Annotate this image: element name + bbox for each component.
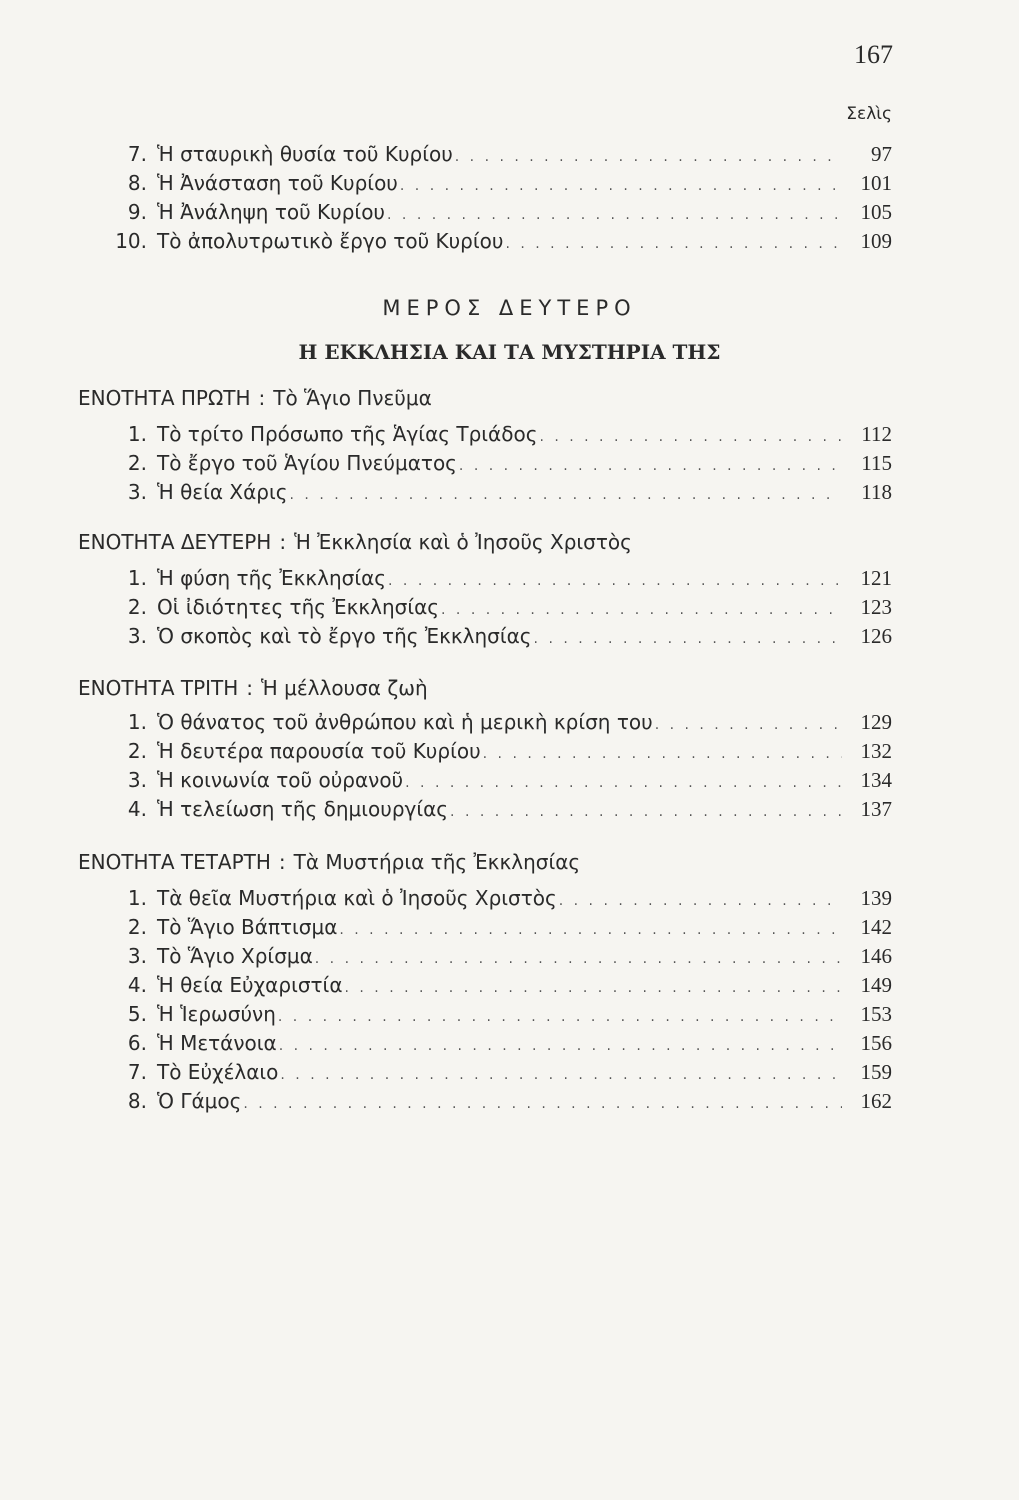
dot-leader: [345, 974, 843, 1003]
toc-entry[interactable]: [110, 737, 892, 766]
page-column-header: Σελὶς: [846, 104, 892, 124]
dot-leader: [655, 711, 842, 740]
entry-number: 8.: [127, 1089, 147, 1113]
entry-title: Ὁ θάνατος τοῦ ἀνθρώπου καὶ ἡ μερικὴ κρίση του: [157, 710, 653, 734]
entry-title: Τὸ ἔργο τοῦ Ἁγίου Πνεύματος: [157, 451, 457, 475]
dot-leader: [278, 1003, 842, 1032]
entry-page: 137: [860, 797, 892, 821]
toc-entry[interactable]: [110, 1087, 892, 1116]
entry-number: 10.: [115, 229, 147, 253]
toc-section-list: [110, 884, 892, 1116]
entry-page: 156: [860, 1031, 892, 1055]
entry-page: 121: [860, 566, 892, 590]
entry-page: 112: [861, 422, 892, 446]
entry-title: Τὸ ἀπολυτρωτικὸ ἔργο τοῦ Κυρίου: [157, 229, 504, 253]
entry-title: Οἱ ἰδιότητες τῆς Ἐκκλησίας: [157, 595, 440, 619]
toc-section-list: [110, 420, 892, 507]
toc-entry[interactable]: [110, 198, 892, 227]
entry-number: 1.: [127, 566, 147, 590]
dot-leader: [483, 740, 842, 769]
entry-number: 2.: [127, 595, 147, 619]
entry-number: 2.: [127, 915, 147, 939]
entry-title: Ὁ Γάμος: [157, 1089, 242, 1113]
toc-entry[interactable]: [110, 1058, 892, 1087]
entry-number: 6.: [127, 1031, 147, 1055]
entry-number: 9.: [127, 200, 147, 224]
entry-title: Ἡ θεία Χάρις: [157, 480, 288, 504]
dot-leader: [315, 945, 842, 974]
entry-number: 3.: [127, 624, 147, 648]
section-title: Τὰ Μυστήρια τῆς Ἐκκλησίας: [293, 850, 581, 874]
toc-entry[interactable]: [110, 942, 892, 971]
entry-page: 134: [860, 768, 892, 792]
toc-section-list: [110, 564, 892, 651]
entry-title: Ἡ θεία Εὐχαριστία: [157, 973, 343, 997]
toc-entry[interactable]: [110, 766, 892, 795]
dot-leader: [534, 625, 842, 654]
entry-title: Τὸ Εὐχέλαιο: [157, 1060, 279, 1084]
toc-entry[interactable]: [110, 449, 892, 478]
entry-title: Τὰ θεῖα Μυστήρια καὶ ὁ Ἰησοῦς Χριστὸς: [157, 886, 557, 910]
entry-title: Ἡ Ἱερωσύνη: [157, 1002, 276, 1026]
section-heading: [78, 850, 580, 874]
dot-leader: [388, 567, 842, 596]
toc-entry[interactable]: [110, 1000, 892, 1029]
entry-page: 159: [860, 1060, 892, 1084]
entry-number: 1.: [127, 886, 147, 910]
toc-entry[interactable]: [110, 593, 892, 622]
entry-title: Ἡ φύση τῆς Ἐκκλησίας: [157, 566, 387, 590]
entry-number: 2.: [127, 451, 147, 475]
entry-page: 162: [860, 1089, 892, 1113]
entry-number: 3.: [127, 480, 147, 504]
dot-leader: [387, 201, 842, 230]
entry-title: Ἡ Ἀνάσταση τοῦ Κυρίου: [157, 171, 398, 195]
toc-entry[interactable]: [110, 420, 892, 449]
entry-page: 132: [860, 739, 892, 763]
entry-number: 2.: [127, 739, 147, 763]
entry-number: 7.: [127, 142, 147, 166]
entry-page: 146: [860, 944, 892, 968]
dot-leader: [339, 916, 842, 945]
dot-leader: [455, 143, 842, 172]
dot-leader: [280, 1061, 842, 1090]
entry-page: 126: [860, 624, 892, 648]
section-label: ΕΝΟΤΗΤΑ ΔΕΥΤΕΡΗ: [78, 530, 272, 554]
dot-leader: [450, 798, 842, 827]
page-number: 167: [854, 40, 893, 69]
entry-title: Ἡ τελείωση τῆς δημιουργίας: [157, 797, 449, 821]
toc-entry[interactable]: [110, 564, 892, 593]
dot-leader: [559, 887, 842, 916]
entry-page: 118: [861, 480, 892, 504]
section-heading: [78, 676, 428, 700]
entry-title: Ἡ σταυρικὴ θυσία τοῦ Κυρίου: [157, 142, 453, 166]
entry-number: 4.: [127, 797, 147, 821]
toc-entry[interactable]: [110, 478, 892, 507]
toc-entry[interactable]: [110, 795, 892, 824]
entry-page: 149: [860, 973, 892, 997]
section-separator: :: [278, 850, 286, 874]
entry-title: Τὸ Ἅγιο Βάπτισμα: [157, 915, 338, 939]
dot-leader: [405, 769, 842, 798]
toc-entry[interactable]: [110, 140, 892, 169]
dot-leader: [441, 596, 842, 625]
entry-number: 7.: [127, 1060, 147, 1084]
entry-number: 4.: [127, 973, 147, 997]
toc-entry[interactable]: [110, 884, 892, 913]
dot-leader: [505, 230, 842, 259]
entry-title: Ἡ Μετάνοια: [157, 1031, 277, 1055]
dot-leader: [459, 452, 842, 481]
part-subtitle: Η ΕΚΚΛΗΣΙΑ ΚΑΙ ΤΑ ΜΥΣΤΗΡΙΑ ΤΗΣ: [298, 340, 721, 364]
toc-entry[interactable]: [110, 169, 892, 198]
section-label: ΕΝΟΤΗΤΑ ΠΡΩΤΗ: [78, 386, 251, 410]
section-heading: [78, 530, 632, 554]
toc-entry[interactable]: [110, 708, 892, 737]
entry-title: Ἡ κοινωνία τοῦ οὐρανοῦ: [157, 768, 404, 792]
entry-page: 123: [860, 595, 892, 619]
entry-page: 142: [860, 915, 892, 939]
entry-title: Τὸ τρίτο Πρόσωπο τῆς Ἁγίας Τριάδος: [157, 422, 538, 446]
entry-title: Ὁ σκοπὸς καὶ τὸ ἔργο τῆς Ἐκκλησίας: [157, 624, 532, 648]
dot-leader: [290, 481, 842, 510]
entry-title: Ἡ δευτέρα παρουσία τοῦ Κυρίου: [157, 739, 481, 763]
toc-entry[interactable]: [110, 971, 892, 1000]
entry-number: 1.: [127, 422, 147, 446]
entry-number: 1.: [127, 710, 147, 734]
toc-entry[interactable]: [110, 913, 892, 942]
dot-leader: [400, 172, 842, 201]
toc-intro-list: [110, 140, 892, 256]
section-title: Ἡ μέλλουσα ζωὴ: [261, 676, 428, 700]
entry-number: 3.: [127, 768, 147, 792]
entry-page: 153: [860, 1002, 892, 1026]
entry-page: 115: [861, 451, 892, 475]
toc-entry[interactable]: [110, 227, 892, 256]
entry-page: 97: [871, 142, 892, 166]
entry-number: 5.: [127, 1002, 147, 1026]
part-title: ΜΕΡΟΣ ΔΕΥΤΕΡΟ: [382, 296, 637, 320]
entry-page: 129: [860, 710, 892, 734]
toc-entry[interactable]: [110, 1029, 892, 1058]
entry-title: Ἡ Ἀνάληψη τοῦ Κυρίου: [157, 200, 386, 224]
entry-page: 101: [860, 171, 892, 195]
section-separator: :: [246, 676, 254, 700]
section-heading: [78, 386, 432, 410]
section-title: Ἡ Ἐκκλησία καὶ ὁ Ἰησοῦς Χριστὸς: [294, 530, 632, 554]
entry-title: Τὸ Ἅγιο Χρίσμα: [157, 944, 313, 968]
section-label: ΕΝΟΤΗΤΑ ΤΡΙΤΗ: [78, 676, 239, 700]
entry-page: 139: [860, 886, 892, 910]
toc-entry[interactable]: [110, 622, 892, 651]
section-separator: :: [279, 530, 287, 554]
entry-number: 8.: [127, 171, 147, 195]
entry-page: 105: [860, 200, 892, 224]
entry-page: 109: [860, 229, 892, 253]
dot-leader: [279, 1032, 842, 1061]
entry-number: 3.: [127, 944, 147, 968]
toc-section-list: [110, 708, 892, 824]
section-title: Τὸ Ἅγιο Πνεῦμα: [273, 386, 432, 410]
section-label: ΕΝΟΤΗΤΑ ΤΕΤΑΡΤΗ: [78, 850, 271, 874]
dot-leader: [243, 1090, 842, 1119]
section-separator: :: [258, 386, 266, 410]
dot-leader: [539, 423, 842, 452]
